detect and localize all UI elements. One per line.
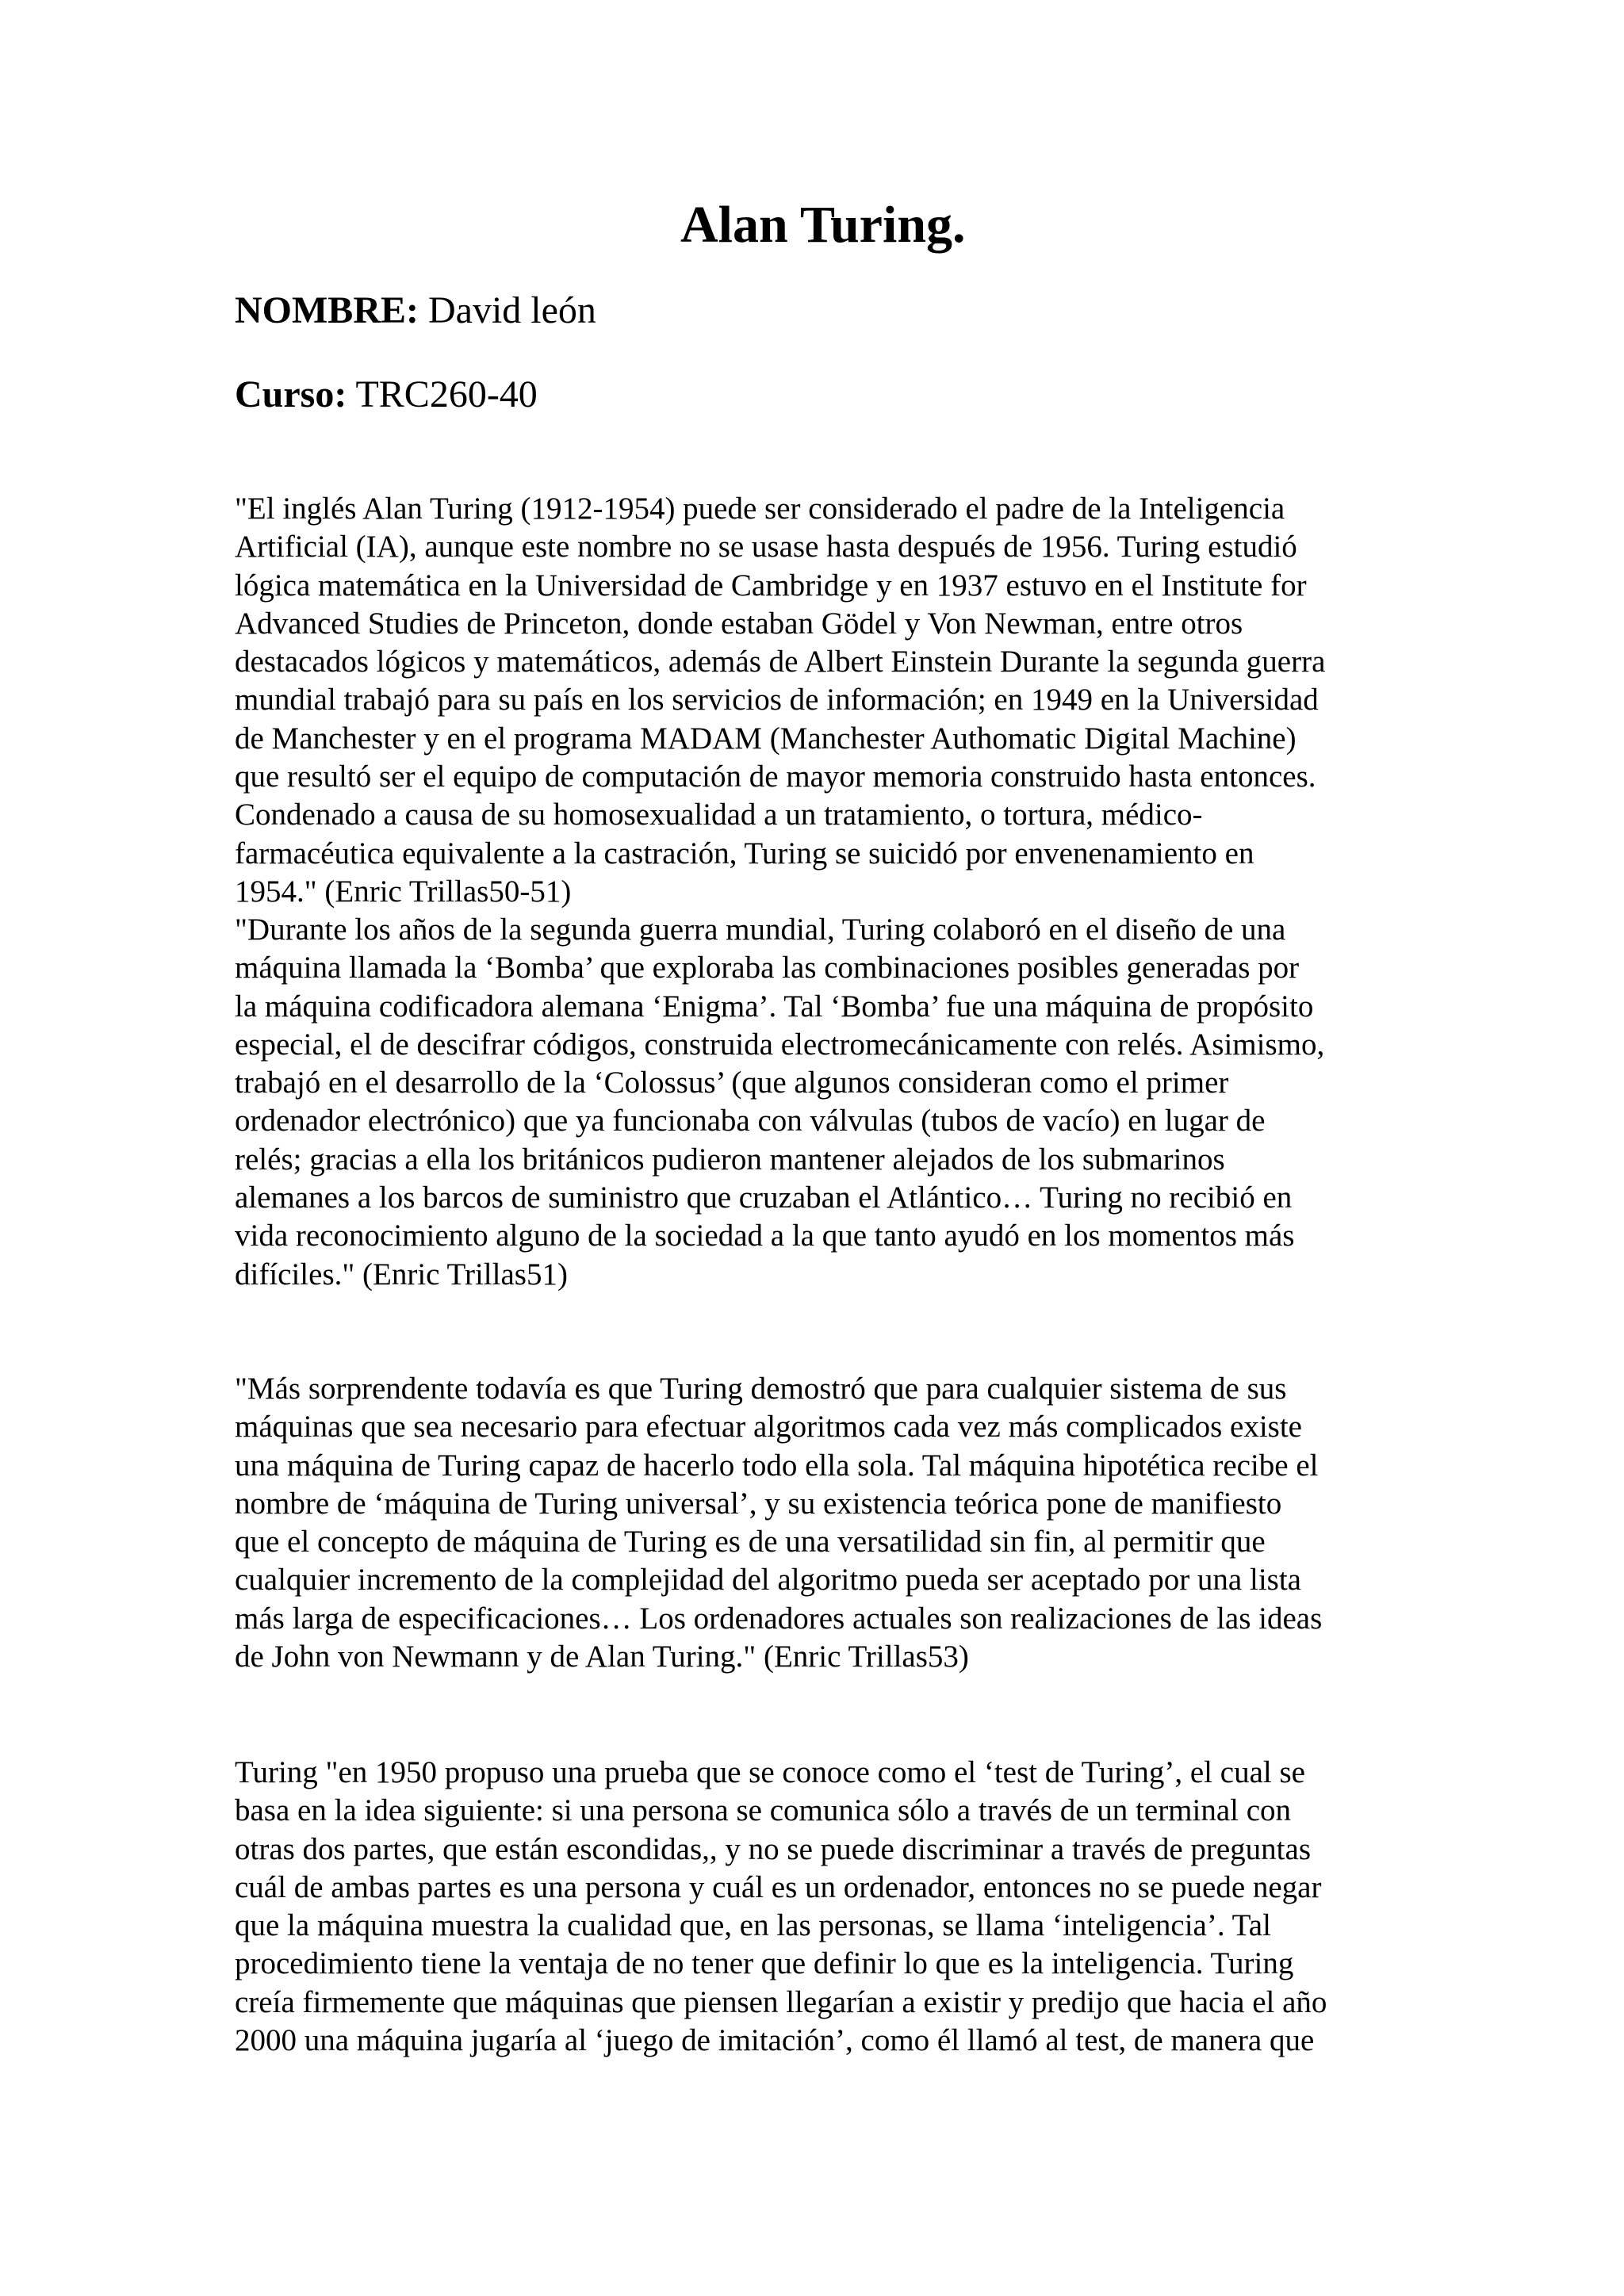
paragraph-line: basa en la idea siguiente: si una persona se comunica sólo a través de un terminal con — [235, 1793, 1292, 1828]
paragraph-line: una máquina de Turing capaz de hacerlo todo ella sola. Tal máquina hipotética recibe el — [235, 1448, 1319, 1483]
paragraph-2 — [235, 911, 1400, 1294]
paragraph-line: que la máquina muestra la cualidad que, en las personas, se llama ‘inteligencia’. Tal — [235, 1908, 1271, 1943]
course-label: Curso: — [235, 373, 347, 415]
paragraph-line: que el concepto de máquina de Turing es de una versatilidad sin fin, al permitir que — [235, 1525, 1266, 1559]
paragraph-line: difíciles." (Enric Trillas51) — [235, 1257, 568, 1292]
paragraph-line: otras dos partes, que están escondidas,, y no se puede discriminar a través de preguntas — [235, 1831, 1312, 1866]
paragraph-line: la máquina codificadora alemana ‘Enigma’. Tal ‘Bomba’ fue una máquina de propósito — [235, 989, 1314, 1024]
paragraph-line: "Durante los años de la segunda guerra mundial, Turing colaboró en el diseño de una — [235, 913, 1286, 947]
name-label: NOMBRE: — [235, 289, 419, 331]
paragraph-line: 1954." (Enric Trillas50-51) — [235, 874, 572, 909]
document-title: Alan Turing. — [680, 196, 966, 254]
paragraph-line: vida reconocimiento alguno de la sociedad a la que tanto ayudó en los momentos más — [235, 1219, 1295, 1253]
course-info — [235, 371, 538, 419]
paragraph-line: especial, el de descifrar códigos, construida electromecánicamente con relés. Asimismo, — [235, 1027, 1325, 1062]
paragraph-line: cuál de ambas partes es una persona y cuál es un ordenador, entonces no se puede negar — [235, 1869, 1322, 1904]
paragraph-line: mundial trabajó para su país en los servicios de información; en 1949 en la Universidad — [235, 683, 1319, 718]
name-value: David león — [427, 289, 596, 331]
course-value: TRC260-40 — [355, 373, 538, 415]
paragraph-line: de John von Newmann y de Alan Turing." (Enric Trillas53) — [235, 1640, 969, 1674]
paragraph-line: Condenado a causa de su homosexualidad a un tratamiento, o tortura, médico- — [235, 798, 1203, 832]
paragraph-line: Advanced Studies de Princeton, donde estaban Gödel y Von Newman, entre otros — [235, 606, 1243, 641]
paragraph-1 — [235, 490, 1400, 911]
paragraph-line: "Más sorprendente todavía es que Turing demostró que para cualquier sistema de sus — [235, 1372, 1287, 1406]
paragraph-line: nombre de ‘máquina de Turing universal’, y su existencia teórica pone de manifiesto — [235, 1486, 1282, 1521]
paragraph-line: máquina llamada la ‘Bomba’ que exploraba las combinaciones posibles generadas por — [235, 951, 1300, 985]
paragraph-line: procedimiento tiene la ventaja de no tener que definir lo que es la inteligencia. Turing — [235, 1946, 1294, 1981]
paragraph-line: más larga de especificaciones… Los ordenadores actuales son realizaciones de las ideas — [235, 1601, 1323, 1636]
paragraph-line: lógica matemática en la Universidad de Cambridge y en 1937 estuvo en el Institute for — [235, 568, 1307, 603]
paragraph-line: de Manchester y en el programa MADAM (Manchester Authomatic Digital Machine) — [235, 721, 1297, 756]
paragraph-line: "El inglés Alan Turing (1912-1954) puede ser considerado el padre de la Inteligencia — [235, 492, 1285, 526]
paragraph-line: 2000 una máquina jugaría al ‘juego de imitación’, como él llamó al test, de manera que — [235, 2023, 1315, 2058]
paragraph-line: trabajó en el desarrollo de la ‘Colossus’ (que algunos consideran como el primer — [235, 1066, 1229, 1100]
paragraph-line: relés; gracias a ella los británicos pudieron mantener alejados de los submarinos — [235, 1142, 1225, 1177]
student-name — [235, 287, 596, 335]
paragraph-line: creía firmemente que máquinas que piensen llegarían a existir y predijo que hacia el año — [235, 1984, 1327, 2019]
paragraph-line: Turing "en 1950 propuso una prueba que se conoce como el ‘test de Turing’, el cual se — [235, 1755, 1305, 1789]
paragraph-4 — [235, 1754, 1400, 2060]
paragraph-3 — [235, 1370, 1400, 1676]
paragraph-line: que resultó ser el equipo de computación de mayor memoria construido hasta entonces. — [235, 760, 1316, 794]
paragraph-line: Artificial (IA), aunque este nombre no se usase hasta después de 1956. Turing estudió — [235, 530, 1297, 564]
paragraph-line: destacados lógicos y matemáticos, además de Albert Einstein Durante la segunda guerra — [235, 645, 1326, 679]
paragraph-line: cualquier incremento de la complejidad del algoritmo pueda ser aceptado por una lista — [235, 1563, 1301, 1598]
paragraph-line: ordenador electrónico) que ya funcionaba con válvulas (tubos de vacío) en lugar de — [235, 1104, 1266, 1138]
paragraph-line: máquinas que sea necesario para efectuar algoritmos cada vez más complicados existe — [235, 1410, 1302, 1445]
paragraph-line: alemanes a los barcos de suministro que cruzaban el Atlántico… Turing no recibió en — [235, 1181, 1293, 1215]
paragraph-line: farmacéutica equivalente a la castración, Turing se suicidó por envenenamiento en — [235, 836, 1254, 871]
